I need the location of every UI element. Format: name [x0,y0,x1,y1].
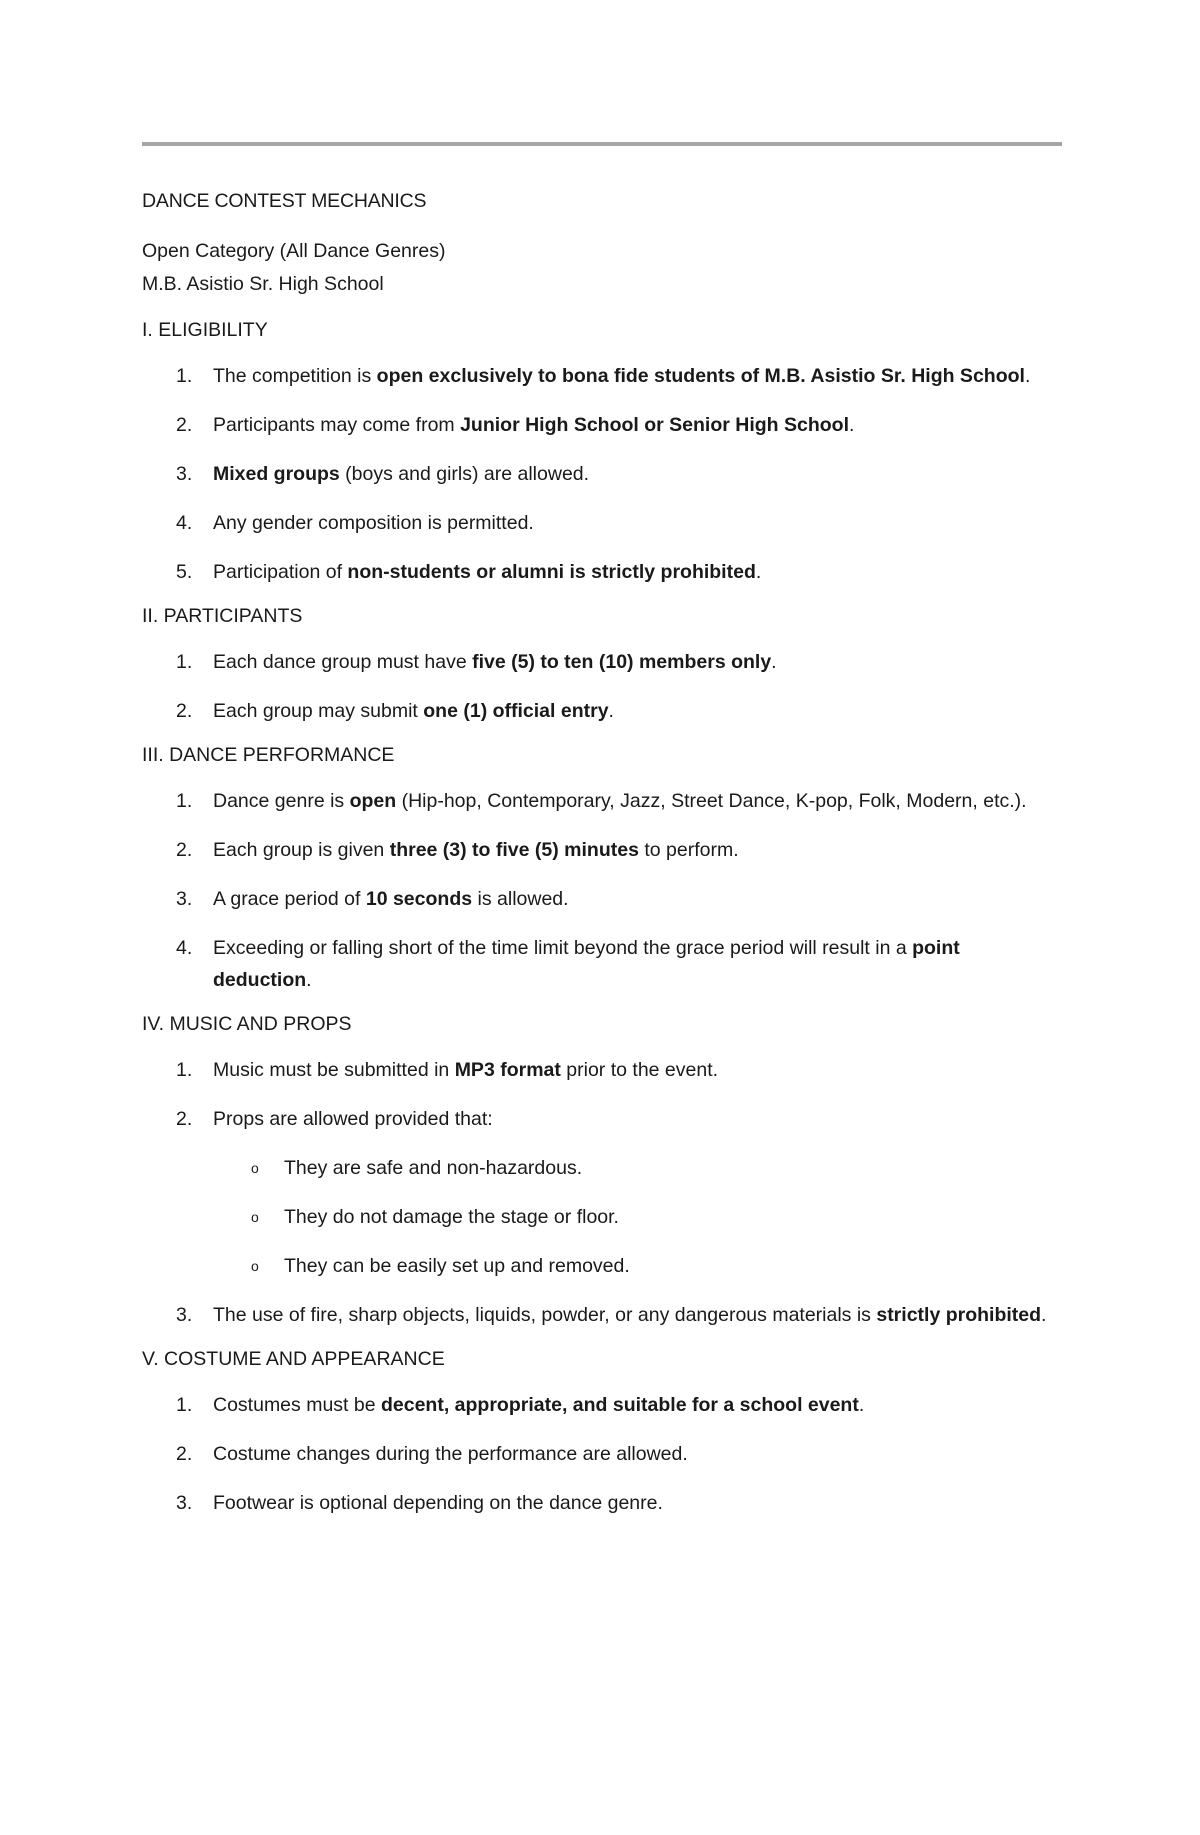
list-number: 5. [176,561,193,583]
list-item [142,932,1062,996]
section-list [142,360,1062,588]
bullet-icon: o [251,1209,259,1225]
list-text: Music must be submitted in MP3 format prior to the event. [213,1059,719,1081]
list-number: 4. [176,512,193,534]
list-text: Dance genre is open (Hip-hop, Contemporary, Jazz, Street Dance, K-pop, Folk, Modern, etc.). [213,790,1027,812]
sub-list-text: They do not damage the stage or floor. [284,1206,619,1228]
document-title: DANCE CONTEST MECHANICS [142,190,427,212]
sub-list-item [213,1152,1062,1184]
list-number: 3. [176,463,193,485]
list-item [142,785,1062,817]
list-item [142,409,1062,441]
section-heading: II. PARTICIPANTS [142,605,303,627]
list-item [142,1103,1062,1282]
bullet-icon: o [251,1160,259,1176]
list-number: 2. [176,1108,193,1130]
document-body [142,190,1062,1536]
list-text: Each group may submit one (1) official entry. [213,700,614,722]
list-number: 2. [176,1443,193,1465]
section-heading: IV. MUSIC AND PROPS [142,1013,352,1035]
section-list [142,785,1062,996]
sub-list [213,1152,1062,1282]
list-item [142,1299,1062,1331]
list-number: 2. [176,414,193,436]
list-text: Costumes must be decent, appropriate, and suitable for a school event. [213,1394,865,1416]
list-number: 1. [176,790,193,812]
list-item [142,695,1062,727]
list-item [142,1389,1062,1421]
section-list [142,646,1062,727]
list-text: Each group is given three (3) to five (5) minutes to perform. [213,839,739,861]
list-text: The use of fire, sharp objects, liquids, powder, or any dangerous materials is strictly prohibited. [213,1304,1047,1326]
list-item [142,1054,1062,1086]
list-item [142,646,1062,678]
list-item [142,507,1062,539]
list-text: Costume changes during the performance are allowed. [213,1443,688,1465]
list-text: A grace period of 10 seconds is allowed. [213,888,569,910]
section-list [142,1389,1062,1519]
list-item [142,556,1062,588]
list-item [142,1438,1062,1470]
sub-list-text: They are safe and non-hazardous. [284,1157,583,1179]
bullet-icon: o [251,1258,259,1274]
list-text: Each dance group must have five (5) to ten (10) members only. [213,651,777,673]
list-text: Exceeding or falling short of the time limit beyond the grace period will result in a point deduction. [213,937,960,991]
list-item [142,458,1062,490]
list-number: 3. [176,1492,193,1514]
list-item [142,1487,1062,1519]
header-rule [142,142,1062,146]
list-number: 4. [176,937,193,959]
list-text: Footwear is optional depending on the dance genre. [213,1492,663,1514]
sections-container [142,319,1062,1519]
list-text: Mixed groups (boys and girls) are allowed. [213,463,590,485]
list-number: 2. [176,700,193,722]
sub-list-text: They can be easily set up and removed. [284,1255,630,1277]
list-text: Props are allowed provided that: [213,1108,493,1130]
list-item [142,883,1062,915]
list-number: 3. [176,888,193,910]
list-item [142,360,1062,392]
list-item [142,834,1062,866]
list-number: 2. [176,839,193,861]
list-number: 1. [176,365,193,387]
section-heading: I. ELIGIBILITY [142,319,268,341]
list-text: Participants may come from Junior High School or Senior High School. [213,414,855,436]
section-heading: III. DANCE PERFORMANCE [142,744,395,766]
category-line: Open Category (All Dance Genres) [142,240,446,262]
list-text: Participation of non-students or alumni is strictly prohibited. [213,561,762,583]
section-heading: V. COSTUME AND APPEARANCE [142,1348,445,1370]
list-number: 1. [176,651,193,673]
section-list [142,1054,1062,1331]
list-number: 3. [176,1304,193,1326]
list-number: 1. [176,1059,193,1081]
list-text: The competition is open exclusively to bona fide students of M.B. Asistio Sr. High School. [213,365,1031,387]
list-number: 1. [176,1394,193,1416]
list-text: Any gender composition is permitted. [213,512,534,534]
sub-list-item [213,1250,1062,1282]
document-subtitle [142,235,1062,301]
school-line: M.B. Asistio Sr. High School [142,273,384,295]
sub-list-item [213,1201,1062,1233]
